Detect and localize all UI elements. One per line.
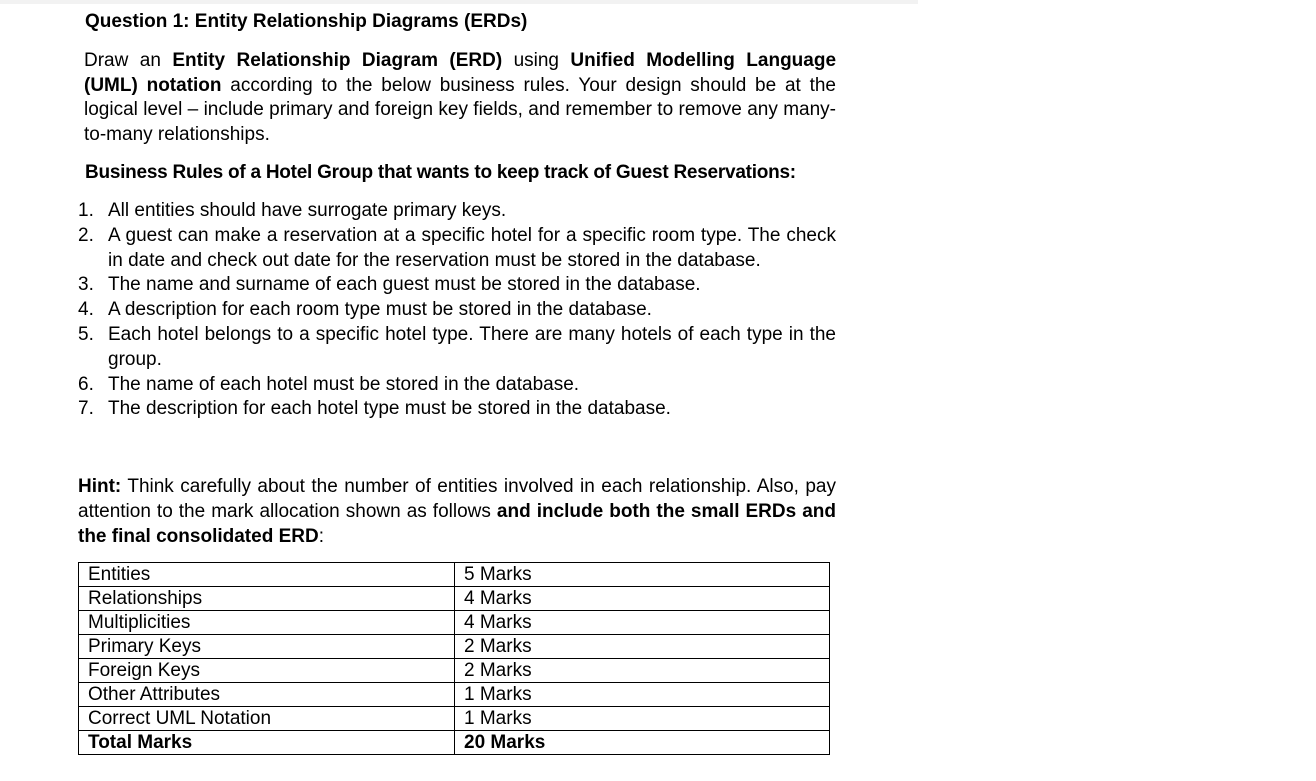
- criterion-cell: Correct UML Notation: [79, 707, 455, 731]
- hint-text-1: Think carefully about the number of entities involved in each relationship. Also, pay attention to the mark allocation shown as follows: [78, 476, 836, 522]
- rule-text: The description for each hotel type must be stored in the database.: [108, 398, 671, 420]
- intro-paragraph: [84, 49, 836, 148]
- intro-bold-1: Entity Relationship Diagram (ERD): [172, 50, 503, 71]
- hint-label: Hint:: [78, 476, 122, 497]
- rule-item: [78, 199, 836, 224]
- table-row: [79, 683, 830, 707]
- table-row: [79, 659, 830, 683]
- marks-cell: 5 Marks: [455, 563, 830, 587]
- rule-text: The name of each hotel must be stored in the database.: [108, 373, 580, 395]
- marks-cell: 1 Marks: [455, 683, 830, 707]
- total-marks-cell: 20 Marks: [455, 731, 830, 755]
- rule-number: 6.: [78, 373, 94, 395]
- criterion-cell: Multiplicities: [79, 611, 455, 635]
- intro-text-3: according to the below business rules. Your design should be at the logical level – include primary and foreign key fields, and remember to remove any many-to-many relationships.: [84, 74, 836, 146]
- business-rules-list: [78, 199, 836, 422]
- marks-cell: 2 Marks: [455, 635, 830, 659]
- table-row: [79, 707, 830, 731]
- mark-allocation-table: [78, 562, 830, 755]
- rule-number: 7.: [78, 398, 94, 420]
- table-row: [79, 635, 830, 659]
- marks-cell: 4 Marks: [455, 587, 830, 611]
- marks-cell: 2 Marks: [455, 659, 830, 683]
- rule-item: [78, 397, 836, 422]
- rule-item: [78, 224, 836, 274]
- table-row: [79, 587, 830, 611]
- hint-text-2: :: [318, 526, 324, 547]
- table-row: [79, 563, 830, 587]
- hint-paragraph: [78, 474, 836, 549]
- table-row: [79, 611, 830, 635]
- rule-text: A guest can make a reservation at a specific hotel for a specific room type. The check in date and check out date for the reservation must be stored in the database.: [108, 224, 836, 271]
- rule-text: A description for each room type must be stored in the database.: [108, 299, 652, 321]
- total-row: [79, 731, 830, 755]
- rule-number: 1.: [78, 200, 94, 221]
- business-rules-title: Business Rules of a Hotel Group that wants to keep track of Guest Reservations:: [85, 162, 796, 183]
- criterion-cell: Relationships: [79, 587, 455, 611]
- total-label-cell: Total Marks: [79, 731, 455, 755]
- rule-number: 3.: [78, 274, 94, 296]
- rule-item: [78, 323, 836, 373]
- intro-bold-2: Unified Modelling Language (UML) notation: [84, 50, 837, 96]
- marks-cell: 1 Marks: [455, 707, 830, 731]
- intro-text-2: using: [502, 50, 571, 71]
- hint-bold: and include both the small ERDs and the final consolidated ERD: [78, 501, 836, 547]
- top-shade: [0, 0, 918, 4]
- rule-item: [78, 273, 836, 298]
- criterion-cell: Primary Keys: [79, 635, 455, 659]
- rule-text: All entities should have surrogate primary keys.: [108, 200, 507, 221]
- criterion-cell: Foreign Keys: [79, 659, 455, 683]
- marks-cell: 4 Marks: [455, 611, 830, 635]
- rule-number: 5.: [78, 323, 94, 345]
- rule-item: [78, 298, 836, 323]
- rule-item: [78, 373, 836, 398]
- rule-number: 4.: [78, 299, 94, 321]
- question-heading: Question 1: Entity Relationship Diagrams (ERDs): [85, 11, 528, 32]
- criterion-cell: Entities: [79, 563, 455, 587]
- criterion-cell: Other Attributes: [79, 683, 455, 707]
- rule-number: 2.: [78, 224, 94, 246]
- rule-text: Each hotel belongs to a specific hotel type. There are many hotels of each type in the group.: [108, 323, 836, 370]
- intro-text-1: Draw an: [84, 50, 173, 71]
- rule-text: The name and surname of each guest must be stored in the database.: [108, 274, 701, 296]
